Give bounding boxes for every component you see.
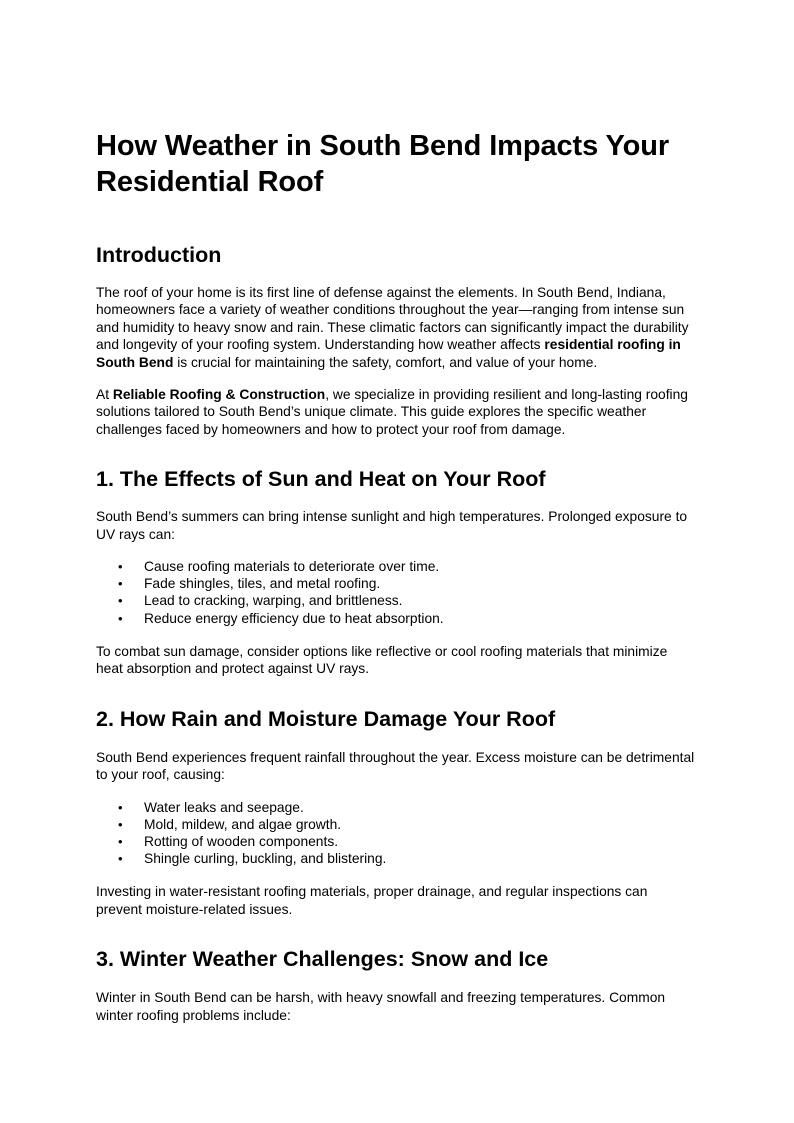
list-item — [96, 850, 696, 867]
bold-text-residential-roofing: residential roofing in South Bend — [96, 337, 681, 370]
list-item — [96, 575, 696, 592]
list-item-text: Lead to cracking, warping, and brittleness. — [144, 593, 403, 609]
section-1-list — [96, 558, 696, 627]
list-item — [96, 592, 696, 609]
list-item — [96, 610, 696, 627]
section-2-list — [96, 799, 696, 868]
list-item — [96, 833, 696, 850]
bullet-icon: • — [118, 559, 123, 575]
list-item-text: Shingle curling, buckling, and blistering. — [144, 851, 387, 867]
list-item — [96, 816, 696, 833]
section-1-heading: 1. The Effects of Sun and Heat on Your Roof — [96, 467, 546, 492]
text-run: is crucial for maintaining the safety, comfort, and value of your home. — [173, 354, 598, 370]
list-item — [96, 558, 696, 575]
bullet-icon: • — [118, 799, 123, 815]
section-1-paragraph-2: To combat sun damage, consider options like reflective or cool roofing materials that minimize heat absorption and protect against UV rays. — [96, 643, 668, 677]
section-2-paragraph-1: South Bend experiences frequent rainfall throughout the year. Excess moisture can be detrimental to your roof, causing: — [96, 749, 695, 783]
introduction-paragraph-2 — [96, 386, 696, 438]
section-2-heading: 2. How Rain and Moisture Damage Your Roof — [96, 706, 556, 731]
text-run: At — [96, 387, 113, 403]
list-item — [96, 799, 696, 816]
bullet-icon: • — [118, 833, 123, 849]
document-page — [96, 128, 696, 1024]
bullet-icon: • — [118, 610, 123, 626]
section-1-paragraph-1: South Bend’s summers can bring intense sunlight and high temperatures. Prolonged exposure to UV rays can: — [96, 509, 688, 542]
introduction-heading: Introduction — [96, 243, 222, 267]
bullet-icon: • — [118, 576, 123, 592]
document-title: How Weather in South Bend Impacts Your Residential Roof — [96, 130, 670, 198]
list-item-text: Mold, mildew, and algae growth. — [144, 816, 342, 832]
section-3-heading: 3. Winter Weather Challenges: Snow and Ice — [96, 947, 549, 972]
list-item-text: Water leaks and seepage. — [144, 799, 304, 815]
text-run: The roof of your home is its first line of defense against the elements. In South Bend, Indiana, homeowners face a variety of weather conditions throughout the year—ranging from intense sun and humidity to heavy snow and rain. These climatic factors can significantly impact the durability and longevity of your roofing system. Understanding how weather affects — [96, 285, 689, 353]
introduction-paragraph-1 — [96, 284, 696, 371]
text-run: , we specialize in providing resilient and long-lasting roofing solutions tailored to South Bend’s unique climate. This guide explores the specific weather challenges faced by homeowners and how to protect your roof from damage. — [96, 387, 688, 437]
bullet-icon: • — [118, 851, 123, 867]
section-2-paragraph-2: Investing in water-resistant roofing materials, proper drainage, and regular inspections can prevent moisture-related issues. — [96, 884, 648, 917]
list-item-text: Rotting of wooden components. — [144, 833, 339, 849]
list-item-text: Reduce energy efficiency due to heat absorption. — [144, 610, 444, 626]
section-3-paragraph-1: Winter in South Bend can be harsh, with heavy snowfall and freezing temperatures. Common winter roofing problems include: — [96, 990, 666, 1023]
bold-text-company-name: Reliable Roofing & Construction — [112, 387, 326, 403]
bullet-icon: • — [118, 816, 123, 832]
list-item-text: Fade shingles, tiles, and metal roofing. — [144, 576, 381, 592]
list-item-text: Cause roofing materials to deteriorate over time. — [144, 559, 440, 575]
bullet-icon: • — [118, 593, 123, 609]
